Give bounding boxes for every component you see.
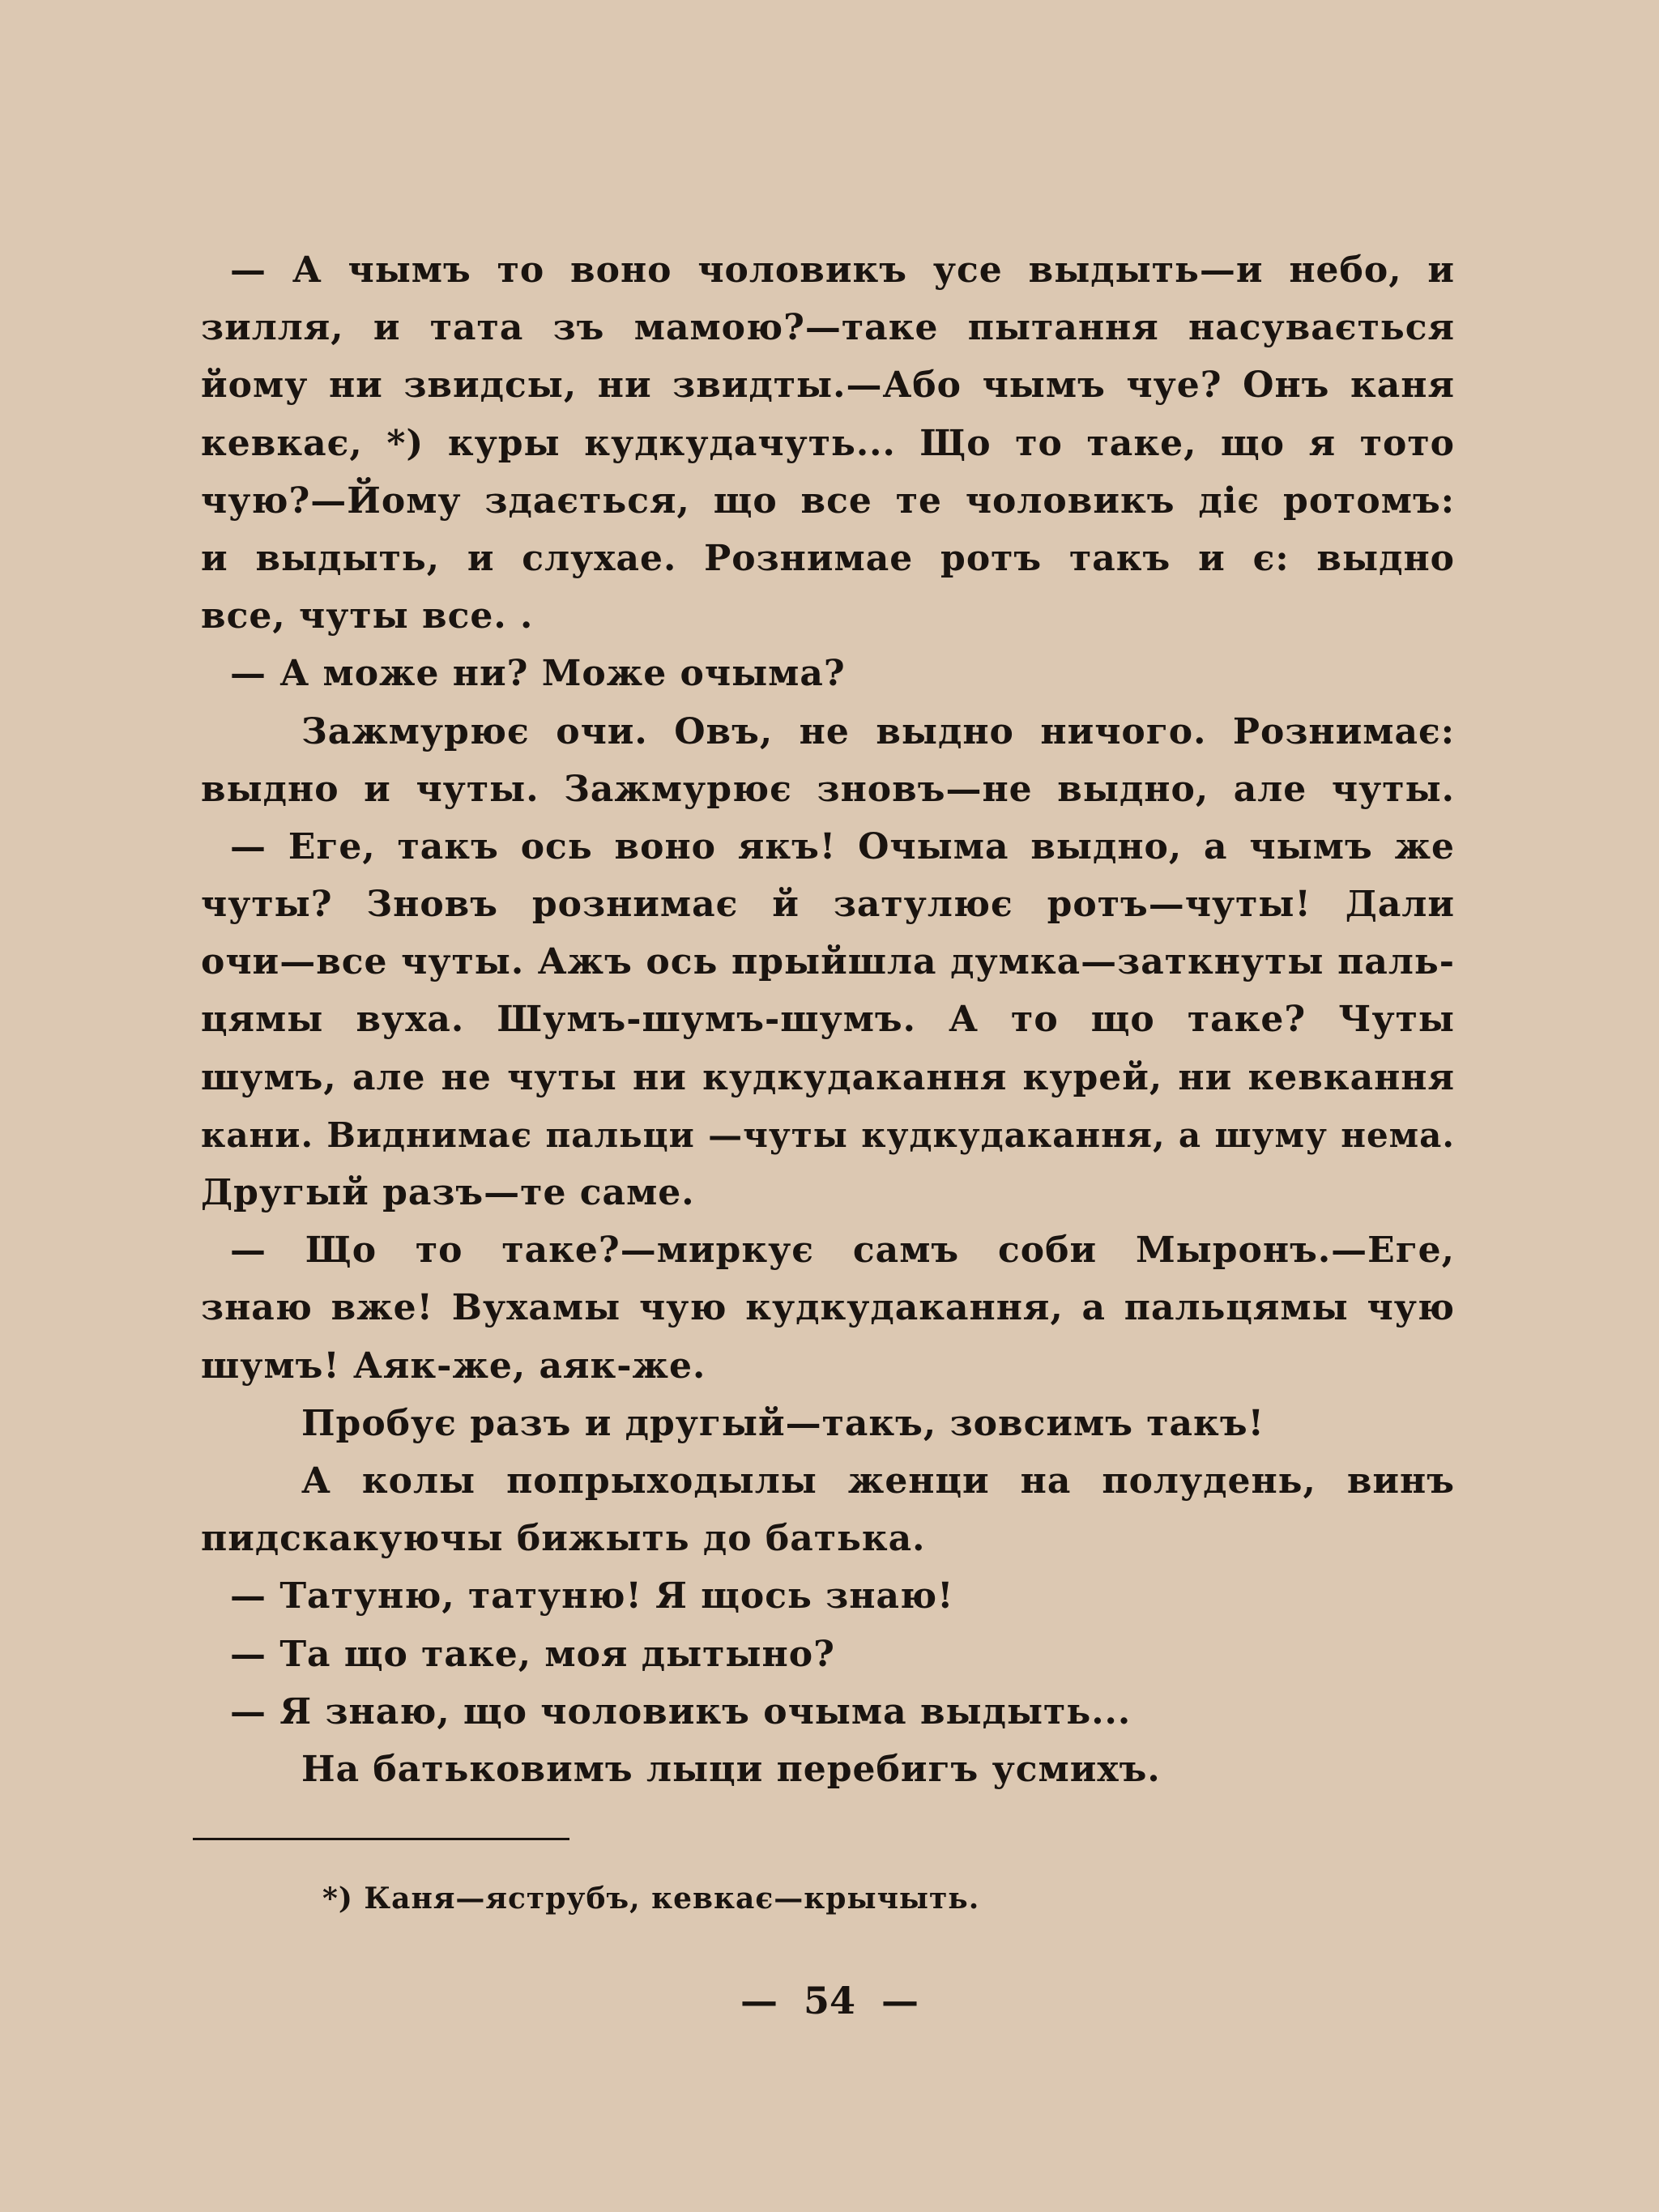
text-line: кевкає, *) куры кудкудачуть... Що то таке, що я тото: [201, 422, 1455, 464]
text-line: очи—все чуты. Ажъ ось прыйшла думка—заткнуты паль-: [201, 941, 1455, 983]
text-line: Пробує разъ и другый—такъ, зовсимъ такъ!: [301, 1402, 1265, 1444]
footnote-divider: [193, 1838, 569, 1840]
text-line: — Татуню, татуню! Я щось знаю!: [230, 1575, 954, 1617]
text-line: и выдыть, и слухае. Рознимае ротъ такъ и є: выдно: [201, 537, 1455, 579]
text-line: зилля, и тата зъ мамою?—таке пытання насувається: [201, 307, 1455, 349]
text-line: А колы попрыходылы женци на полудень, винъ: [301, 1460, 1455, 1502]
text-line: шумъ! Аяк-же, аяк-же.: [201, 1345, 706, 1387]
text-line: шумъ, але не чуты ни кудкудакання курей, ни кевкання: [201, 1056, 1455, 1098]
text-line: — А може ни? Може очыма?: [230, 653, 846, 695]
text-line: все, чуты все. .: [201, 595, 534, 637]
text-line: выдно и чуты. Зажмурює зновъ—не выдно, але чуты.: [201, 768, 1455, 810]
text-line: цямы вуха. Шумъ-шумъ-шумъ. А то що таке? Чуты: [201, 999, 1455, 1041]
text-line: пидскакуючы бижыть до батька.: [201, 1518, 926, 1560]
text-line: — Та що таке, моя дытыно?: [230, 1633, 835, 1675]
text-line: — Еге, такъ ось воно якъ! Очыма выдно, а чымъ же: [230, 825, 1455, 867]
text-line: На батьковимъ лыци перебигъ усмихъ.: [301, 1748, 1161, 1790]
footnote: *) Каня—яструбъ, кевкає—крычыть.: [322, 1882, 980, 1916]
body-text: [201, 241, 1455, 1798]
text-line: йому ни звидсы, ни звидты.—Або чымъ чуе? Онъ каня: [201, 364, 1455, 407]
text-line: — А чымъ то воно чоловикъ усе выдыть—и небо, и: [230, 249, 1455, 291]
text-line: — Я знаю, що чоловикъ очыма выдыть...: [230, 1690, 1132, 1733]
text-line: знаю вже! Вухамы чую кудкудакання, а пальцямы чую: [201, 1287, 1455, 1329]
text-line: Зажмурює очи. Овъ, не выдно ничого. Рознимає:: [301, 710, 1455, 752]
text-line: кани. Виднимає пальци —чуты кудкудакання, а шуму нема.: [201, 1115, 1455, 1155]
text-line: — Що то таке?—миркує самъ соби Мыронъ.—Еге,: [230, 1230, 1455, 1272]
text-line: чуты? Зновъ рознимає й затулює ротъ—чуты! Дали: [201, 884, 1455, 926]
text-line: чую?—Йому здається, що все те чоловикъ діє ротомъ:: [201, 479, 1455, 522]
text-line: Другый разъ—те саме.: [201, 1172, 695, 1213]
page-number: — 54 —: [740, 1979, 919, 2022]
